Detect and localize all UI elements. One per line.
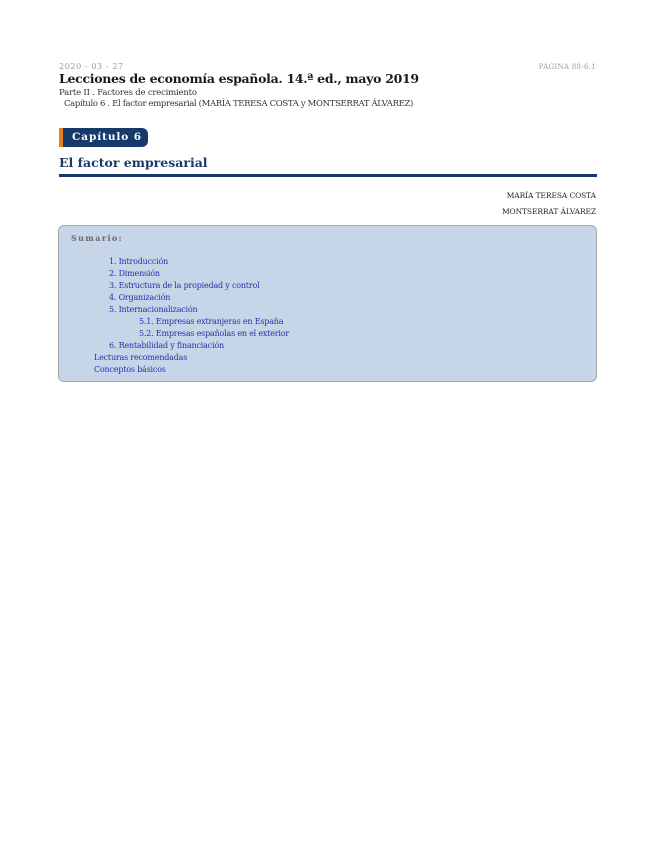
toc-link-conceptos[interactable]: Conceptos básicos <box>94 365 166 374</box>
chapter-breadcrumb: Capítulo 6 . El factor empresarial (MARÍA TERESA COSTA y MONTSERRAT ÁLVAREZ) <box>64 99 413 109</box>
page-label: PÁGINA 88-6.1 <box>538 63 596 71</box>
author-name: MONTSERRAT ÁLVAREZ <box>501 207 596 216</box>
toc-link-organizacion[interactable]: 4. Organización <box>109 293 171 302</box>
toc-link-dimension[interactable]: 2. Dimensión <box>109 269 160 278</box>
summary-title: Sumario: <box>71 233 123 243</box>
toc-link-empresas-extranjeras[interactable]: 5.1. Empresas extranjeras en España <box>139 317 284 326</box>
toc-link-lecturas[interactable]: Lecturas recomendadas <box>94 353 188 362</box>
author-name: MARÍA TERESA COSTA <box>506 191 596 200</box>
toc-link-estructura[interactable]: 3. Estructura de la propiedad y control <box>109 281 260 290</box>
chapter-badge: Capítulo 6 <box>59 128 148 147</box>
toc-link-rentabilidad[interactable]: 6. Rentabilidad y financiación <box>109 341 224 350</box>
summary-box <box>58 225 597 382</box>
toc-link-introduccion[interactable]: 1. Introducción <box>109 257 169 266</box>
part-breadcrumb: Parte II . Factores de crecimiento <box>59 88 197 98</box>
toc-link-empresas-espanolas[interactable]: 5.2. Empresas españolas en el exterior <box>139 329 289 338</box>
toc-link-internacionalizacion[interactable]: 5. Internacionalización <box>109 305 198 314</box>
chapter-title: El factor empresarial <box>59 155 208 170</box>
document-date: 2020 - 03 - 27 <box>59 62 124 71</box>
title-divider <box>59 174 597 177</box>
book-title: Lecciones de economía española. 14.ª ed., mayo 2019 <box>59 71 419 86</box>
